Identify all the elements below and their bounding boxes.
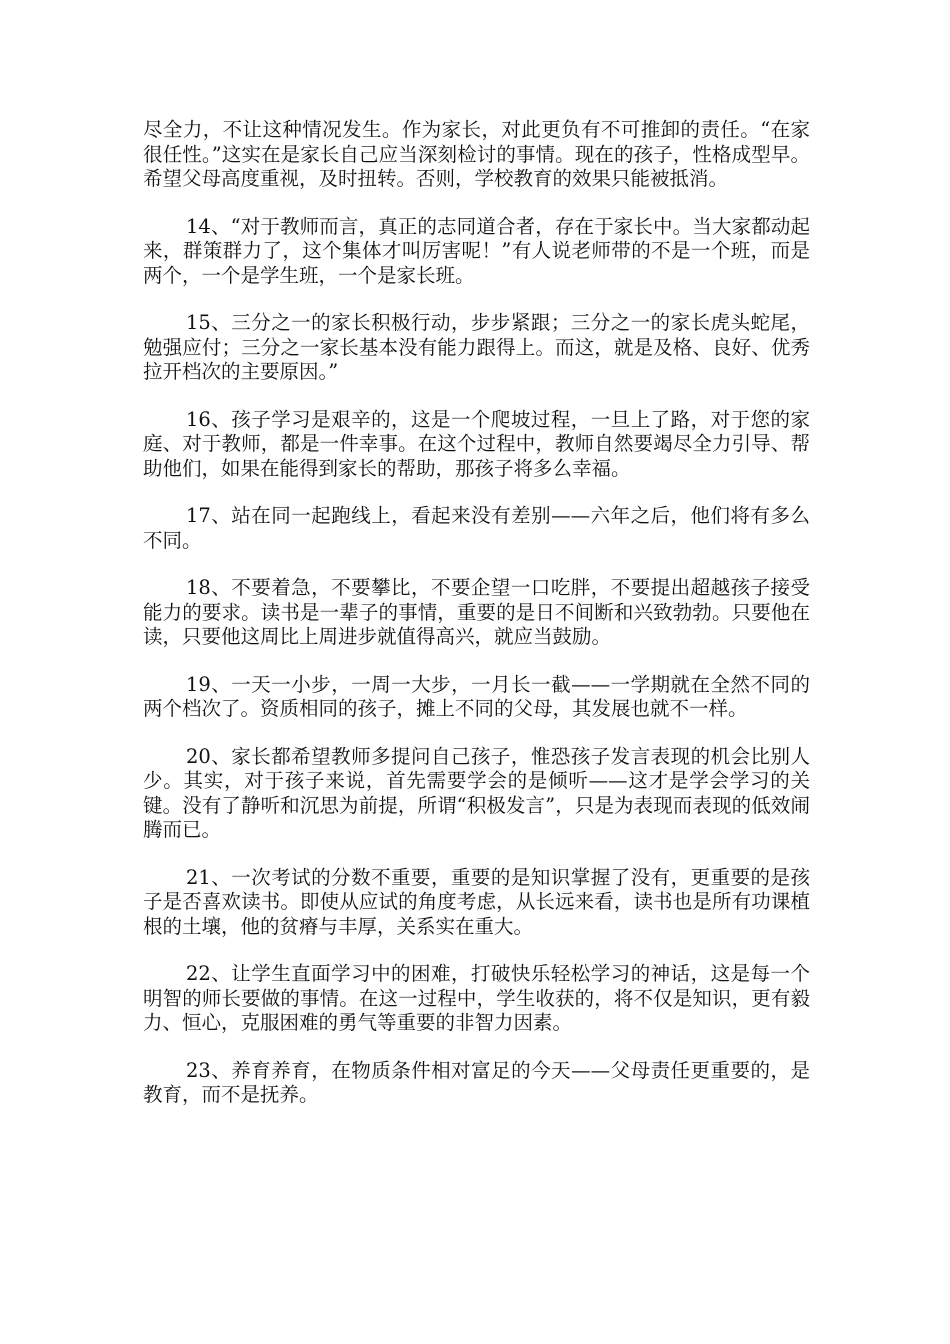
paragraph-item-16: 16、孩子学习是艰辛的，这是一个爬坡过程，一旦上了路，对于您的家庭、对于教师，都是一件幸事。在这个过程中，教师自然要竭尽全力引导、帮助他们，如果在能得到家长的帮助，那孩子将多么幸福。	[143, 407, 810, 480]
paragraph-item-22: 22、让学生直面学习中的困难，打破快乐轻松学习的神话，这是每一个明智的师长要做的事情。在这一过程中，学生收获的，将不仅是知识，更有毅力、恒心，克服困难的勇气等重要的非智力因素。	[143, 962, 810, 1034]
paragraph-item-20: 20、家长都希望教师多提问自己孩子，惟恐孩子发言表现的机会比别人少。其实，对于孩子来说，首先需要学会的是倾听——这才是学会学习的关键。没有了静听和沉思为前提，所谓“积极发言”，只是为表现而表现的低效闹腾而已。	[143, 744, 810, 841]
document-body	[143, 118, 810, 1131]
paragraph-item-14: 14、“对于教师而言，真正的志同道合者，存在于家长中。当大家都动起来，群策群力了，这个集体才叫厉害呢！”有人说老师带的不是一个班，而是两个，一个是学生班，一个是家长班。	[143, 214, 810, 287]
paragraph-item-18: 18、不要着急，不要攀比，不要企望一口吃胖，不要提出超越孩子接受能力的要求。读书是一辈子的事情，重要的是日不间断和兴致勃勃。只要他在读，只要他这周比上周进步就值得高兴，就应当鼓励。	[143, 576, 810, 648]
paragraph-item-19: 19、一天一小步，一周一大步，一月长一截——一学期就在全然不同的两个档次了。资质相同的孩子，摊上不同的父母，其发展也就不一样。	[143, 672, 810, 720]
paragraph-item-17: 17、站在同一起跑线上，看起来没有差别——六年之后，他们将有多么不同。	[143, 504, 810, 552]
paragraph-item-23: 23、养育养育，在物质条件相对富足的今天——父母责任更重要的，是教育，而不是抚养。	[143, 1058, 810, 1106]
paragraph-continuation: 尽全力，不让这种情况发生。作为家长，对此更负有不可推卸的责任。“在家很任性。”这实在是家长自己应当深刻检讨的事情。现在的孩子，性格成型早。希望父母高度重视，及时扭转。否则，学校教育的效果只能被抵消。	[143, 118, 810, 190]
paragraph-item-21: 21、一次考试的分数不重要，重要的是知识掌握了没有，更重要的是孩子是否喜欢读书。即使从应试的角度考虑，从长远来看，读书也是所有功课植根的土壤，他的贫瘠与丰厚，关系实在重大。	[143, 865, 810, 938]
paragraph-item-15: 15、三分之一的家长积极行动，步步紧跟；三分之一的家长虎头蛇尾，勉强应付；三分之一家长基本没有能力跟得上。而这，就是及格、良好、优秀拉开档次的主要原因。”	[143, 311, 810, 383]
